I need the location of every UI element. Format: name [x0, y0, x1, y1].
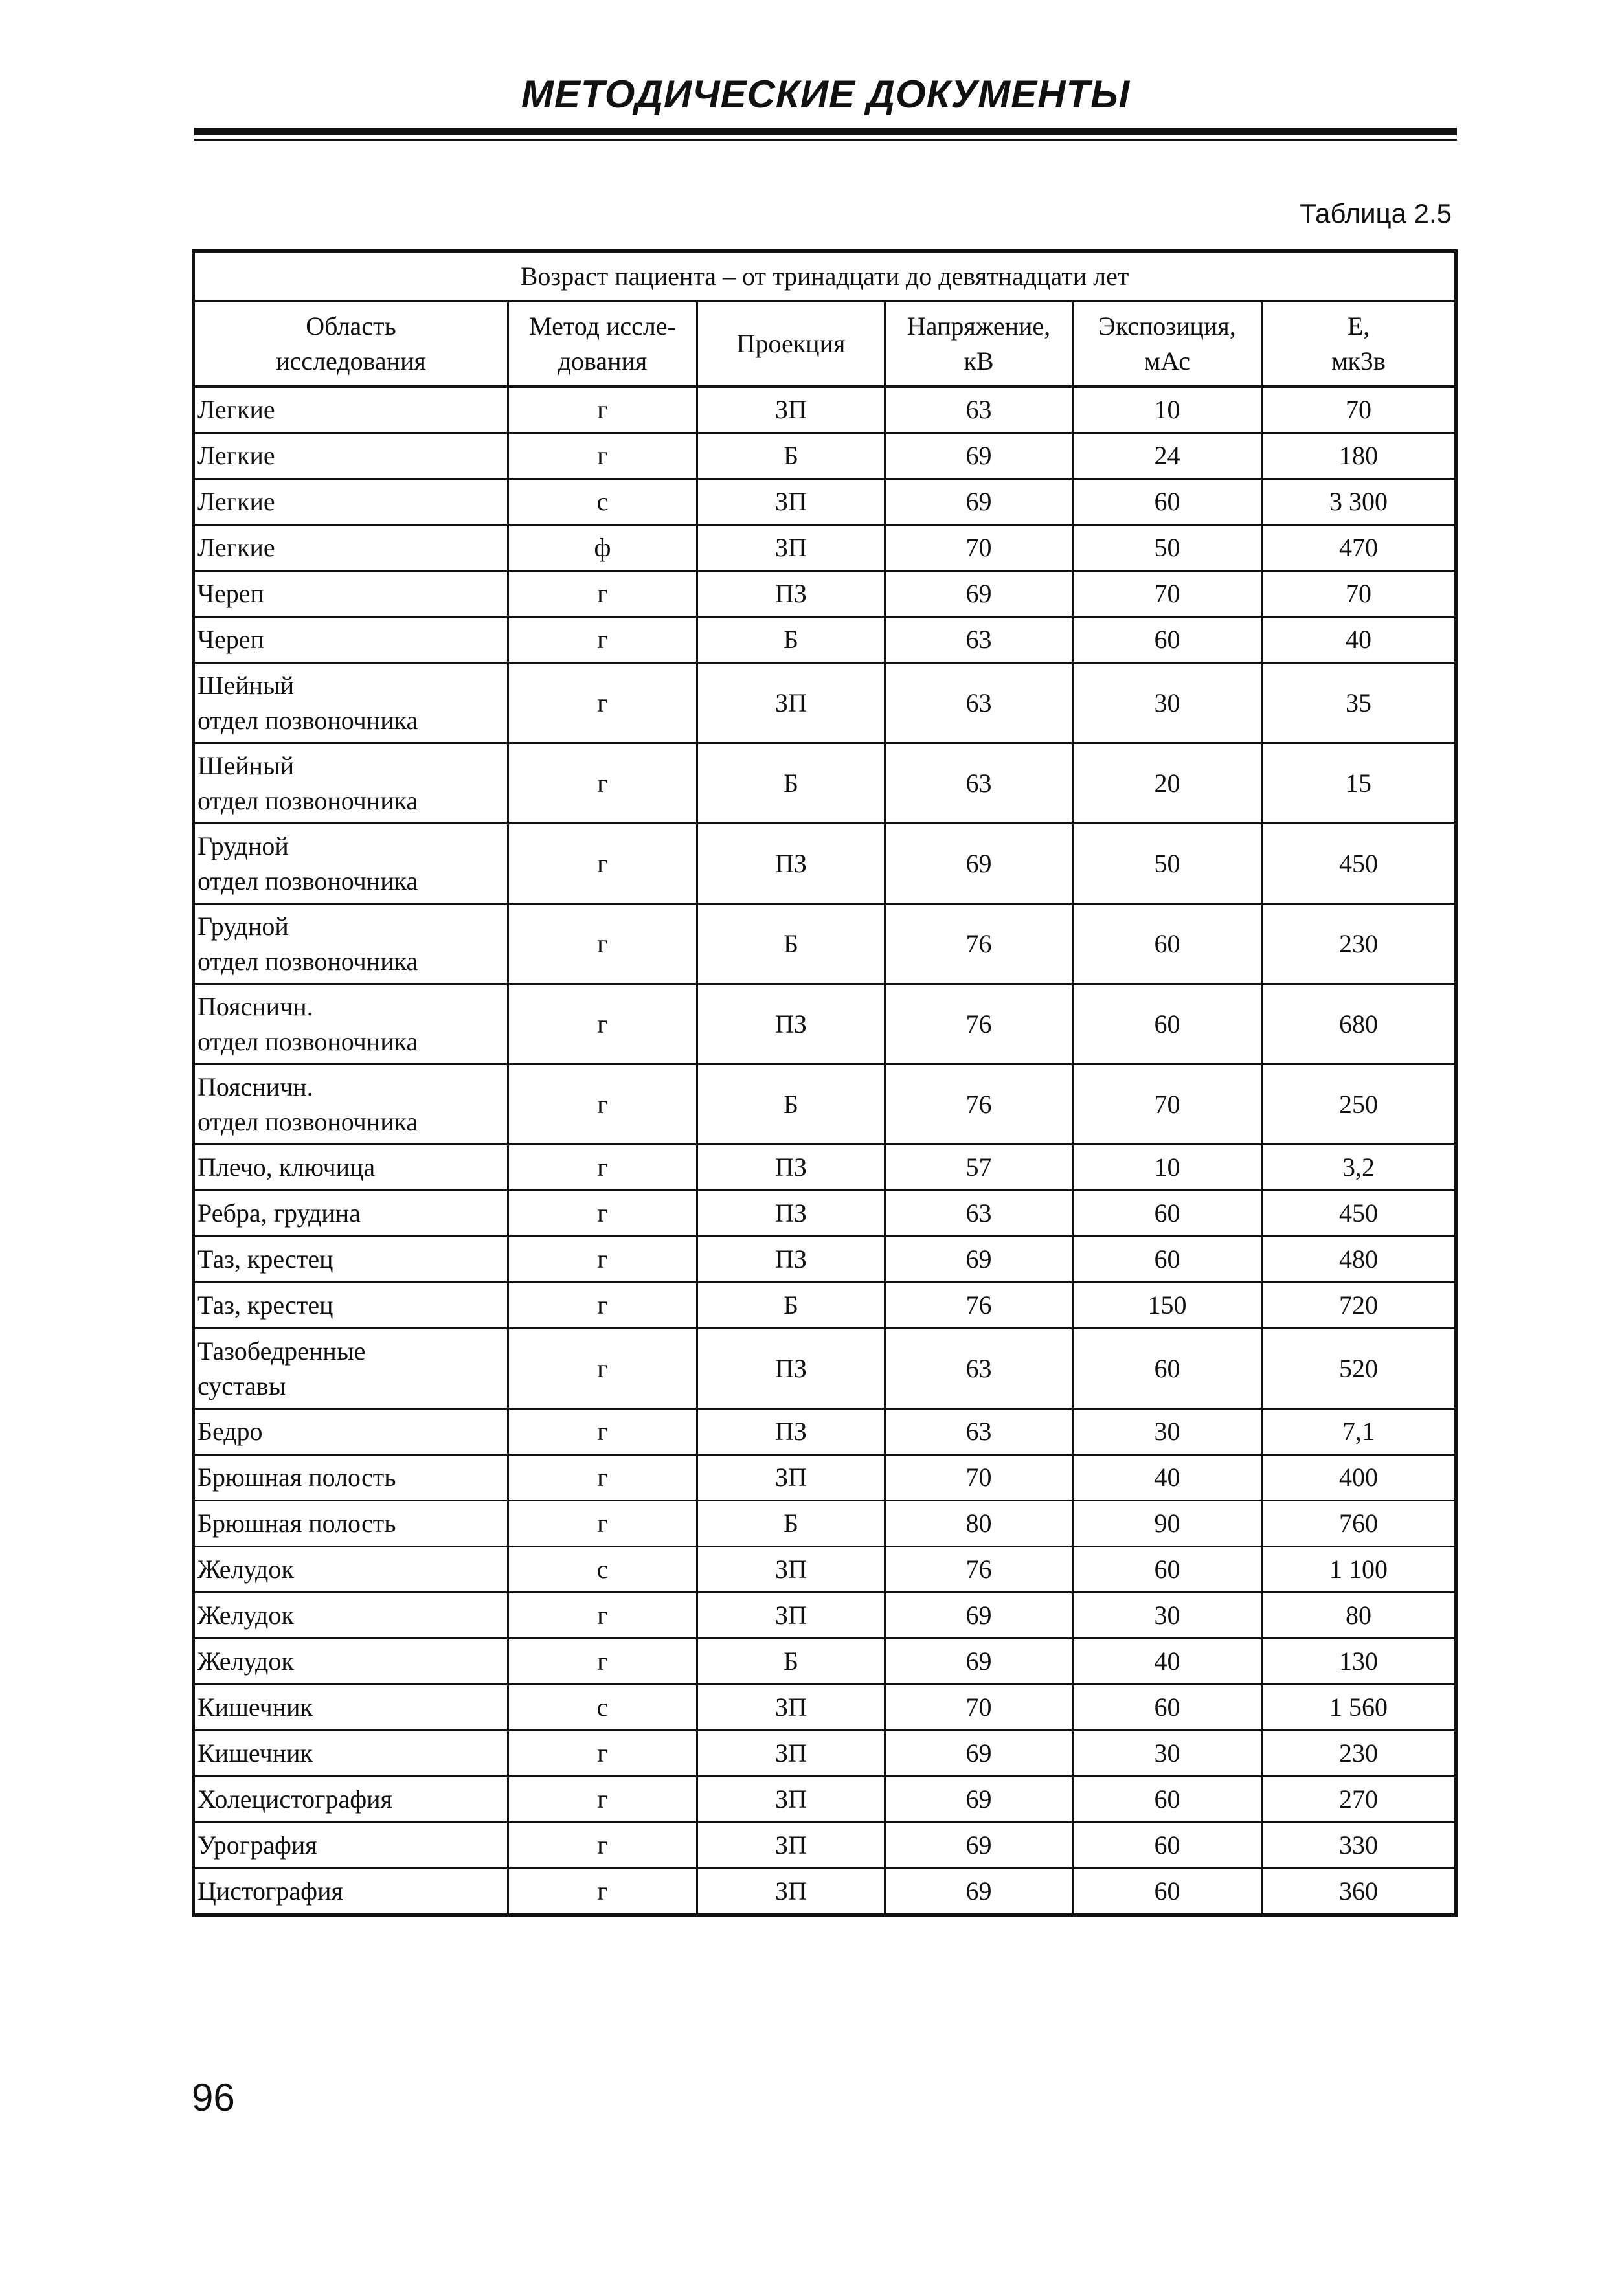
voltage-cell: 70	[885, 525, 1073, 571]
column-header-exposure	[1073, 301, 1262, 387]
table-row	[194, 1064, 1456, 1145]
projection-cell: Б	[697, 743, 885, 824]
method-cell: г	[508, 433, 697, 479]
voltage-cell: 63	[885, 1409, 1073, 1455]
region-line: Брюшная полость	[197, 1463, 396, 1492]
table-row	[194, 1501, 1456, 1547]
table-row	[194, 904, 1456, 984]
table-row	[194, 571, 1456, 617]
exposure-cell: 10	[1073, 387, 1262, 433]
region-cell	[194, 1191, 508, 1237]
region-line: Шейный	[197, 750, 295, 780]
region-line: отдел позвоночника	[197, 1107, 418, 1136]
dose-cell: 450	[1262, 824, 1456, 904]
region-line: Легкие	[197, 533, 275, 562]
voltage-cell: 63	[885, 617, 1073, 663]
dose-cell: 7,1	[1262, 1409, 1456, 1455]
exposure-cell: 60	[1073, 479, 1262, 525]
table-row	[194, 1145, 1456, 1191]
dose-cell: 15	[1262, 743, 1456, 824]
region-cell	[194, 1639, 508, 1685]
region-cell	[194, 1455, 508, 1501]
voltage-cell: 76	[885, 904, 1073, 984]
projection-cell: ЗП	[697, 1455, 885, 1501]
method-cell: г	[508, 1823, 697, 1869]
region-line: отдел позвоночника	[197, 866, 418, 895]
exposure-cell: 24	[1073, 433, 1262, 479]
column-header-line: Проекция	[736, 329, 846, 358]
region-cell	[194, 1237, 508, 1283]
voltage-cell: 69	[885, 1777, 1073, 1823]
projection-cell: ПЗ	[697, 824, 885, 904]
dose-cell: 80	[1262, 1593, 1456, 1639]
column-header-line: дования	[558, 346, 648, 376]
region-cell	[194, 571, 508, 617]
region-line: Кишечник	[197, 1693, 313, 1722]
voltage-cell: 69	[885, 1823, 1073, 1869]
table-row	[194, 433, 1456, 479]
voltage-cell: 76	[885, 1283, 1073, 1329]
dose-cell: 40	[1262, 617, 1456, 663]
method-cell: г	[508, 571, 697, 617]
dose-cell: 330	[1262, 1823, 1456, 1869]
table-row	[194, 1823, 1456, 1869]
table-row	[194, 525, 1456, 571]
method-cell: г	[508, 1501, 697, 1547]
region-line: Брюшная полость	[197, 1509, 396, 1538]
region-line: Кишечник	[197, 1738, 313, 1768]
voltage-cell: 63	[885, 387, 1073, 433]
table-row	[194, 387, 1456, 433]
table-row	[194, 663, 1456, 743]
dose-cell: 230	[1262, 1731, 1456, 1777]
projection-cell: ПЗ	[697, 1329, 885, 1409]
region-line: Легкие	[197, 487, 275, 516]
projection-cell: ПЗ	[697, 1237, 885, 1283]
table-row	[194, 743, 1456, 824]
region-line: Череп	[197, 579, 264, 608]
age-group-banner: Возраст пациента – от тринадцати до девятнадцати лет	[194, 251, 1456, 302]
exposure-cell: 60	[1073, 904, 1262, 984]
column-header-method	[508, 301, 697, 387]
region-cell	[194, 387, 508, 433]
region-line: Плечо, ключица	[197, 1153, 376, 1182]
region-line: Поясничн.	[197, 1072, 313, 1101]
voltage-cell: 69	[885, 1731, 1073, 1777]
projection-cell: ЗП	[697, 1547, 885, 1593]
exposure-cell: 60	[1073, 1191, 1262, 1237]
exposure-cell: 90	[1073, 1501, 1262, 1547]
voltage-cell: 76	[885, 1547, 1073, 1593]
dose-cell: 1 100	[1262, 1547, 1456, 1593]
region-cell	[194, 1329, 508, 1409]
projection-cell: ЗП	[697, 1685, 885, 1731]
projection-cell: ЗП	[697, 525, 885, 571]
voltage-cell: 63	[885, 1191, 1073, 1237]
region-line: Легкие	[197, 441, 275, 470]
region-line: отдел позвоночника	[197, 785, 418, 815]
column-header-voltage	[885, 301, 1073, 387]
projection-cell: Б	[697, 1501, 885, 1547]
projection-cell: ЗП	[697, 1869, 885, 1915]
dose-cell: 1 560	[1262, 1685, 1456, 1731]
table-row	[194, 617, 1456, 663]
region-line: отдел позвоночника	[197, 1026, 418, 1056]
method-cell: г	[508, 1731, 697, 1777]
exposure-cell: 50	[1073, 824, 1262, 904]
table-row	[194, 1237, 1456, 1283]
voltage-cell: 69	[885, 433, 1073, 479]
table-row	[194, 1547, 1456, 1593]
table-body	[194, 387, 1456, 1915]
header-rule-thick	[194, 128, 1457, 135]
region-line: Бедро	[197, 1417, 263, 1446]
region-cell	[194, 525, 508, 571]
exposure-cell: 30	[1073, 1409, 1262, 1455]
region-cell	[194, 1547, 508, 1593]
projection-cell: ЗП	[697, 1731, 885, 1777]
table-row	[194, 1191, 1456, 1237]
voltage-cell: 69	[885, 824, 1073, 904]
exposure-cell: 40	[1073, 1639, 1262, 1685]
voltage-cell: 69	[885, 1639, 1073, 1685]
dose-cell: 230	[1262, 904, 1456, 984]
region-cell	[194, 1777, 508, 1823]
exposure-cell: 40	[1073, 1455, 1262, 1501]
exposure-cell: 30	[1073, 1593, 1262, 1639]
exposure-cell: 60	[1073, 1777, 1262, 1823]
region-cell	[194, 1283, 508, 1329]
region-line: Желудок	[197, 1647, 294, 1676]
region-cell	[194, 904, 508, 984]
exposure-cell: 30	[1073, 1731, 1262, 1777]
region-line: отдел позвоночника	[197, 705, 418, 735]
exposure-cell: 60	[1073, 1869, 1262, 1915]
region-cell	[194, 1593, 508, 1639]
voltage-cell: 76	[885, 984, 1073, 1064]
method-cell: г	[508, 743, 697, 824]
column-header-region	[194, 301, 508, 387]
table-row	[194, 1409, 1456, 1455]
method-cell: с	[508, 1547, 697, 1593]
column-header-line: Область	[306, 311, 396, 341]
column-header-dose	[1262, 301, 1456, 387]
region-line: суставы	[197, 1371, 286, 1400]
projection-cell: Б	[697, 1064, 885, 1145]
exposure-cell: 60	[1073, 1329, 1262, 1409]
region-cell	[194, 479, 508, 525]
exposure-cell: 60	[1073, 1237, 1262, 1283]
voltage-cell: 76	[885, 1064, 1073, 1145]
table-row	[194, 1731, 1456, 1777]
region-cell	[194, 1501, 508, 1547]
exposure-cell: 60	[1073, 1823, 1262, 1869]
exposure-cell: 60	[1073, 1547, 1262, 1593]
column-header-line: кВ	[964, 346, 994, 376]
region-line: Желудок	[197, 1555, 294, 1584]
region-cell	[194, 1869, 508, 1915]
projection-cell: ПЗ	[697, 1409, 885, 1455]
method-cell: г	[508, 1064, 697, 1145]
method-cell: г	[508, 1237, 697, 1283]
method-cell: г	[508, 617, 697, 663]
method-cell: г	[508, 904, 697, 984]
region-line: Ребра, грудина	[197, 1198, 361, 1228]
method-cell: г	[508, 1777, 697, 1823]
region-line: Таз, крестец	[197, 1290, 333, 1320]
method-cell: г	[508, 1593, 697, 1639]
column-header-line: исследования	[276, 346, 426, 376]
table-row	[194, 1455, 1456, 1501]
method-cell: г	[508, 387, 697, 433]
projection-cell: Б	[697, 433, 885, 479]
table-row	[194, 1685, 1456, 1731]
projection-cell: ЗП	[697, 479, 885, 525]
projection-cell: Б	[697, 1639, 885, 1685]
voltage-cell: 63	[885, 743, 1073, 824]
dose-cell: 360	[1262, 1869, 1456, 1915]
exposure-cell: 50	[1073, 525, 1262, 571]
method-cell: г	[508, 1639, 697, 1685]
region-cell	[194, 663, 508, 743]
exposure-cell: 10	[1073, 1145, 1262, 1191]
region-cell	[194, 1685, 508, 1731]
dose-cell: 520	[1262, 1329, 1456, 1409]
region-cell	[194, 824, 508, 904]
projection-cell: ЗП	[697, 663, 885, 743]
dose-cell: 760	[1262, 1501, 1456, 1547]
exposure-cell: 60	[1073, 617, 1262, 663]
dose-cell: 470	[1262, 525, 1456, 571]
method-cell: г	[508, 1409, 697, 1455]
table-row	[194, 1777, 1456, 1823]
column-header-line: Напряжение,	[907, 311, 1051, 341]
table-row	[194, 1639, 1456, 1685]
voltage-cell: 63	[885, 663, 1073, 743]
table-row	[194, 1869, 1456, 1915]
dose-table	[192, 249, 1458, 1917]
region-cell	[194, 1064, 508, 1145]
projection-cell: ПЗ	[697, 984, 885, 1064]
region-line: Грудной	[197, 831, 289, 860]
method-cell: с	[508, 479, 697, 525]
exposure-cell: 60	[1073, 1685, 1262, 1731]
dose-cell: 450	[1262, 1191, 1456, 1237]
running-title: МЕТОДИЧЕСКИЕ ДОКУМЕНТЫ	[521, 73, 1131, 116]
voltage-cell: 69	[885, 1869, 1073, 1915]
column-header-line: Метод иссле-	[529, 311, 676, 341]
voltage-cell: 69	[885, 1593, 1073, 1639]
dose-cell: 130	[1262, 1639, 1456, 1685]
method-cell: с	[508, 1685, 697, 1731]
exposure-cell: 20	[1073, 743, 1262, 824]
projection-cell: ПЗ	[697, 1191, 885, 1237]
column-header-line: Экспозиция,	[1098, 311, 1236, 341]
region-line: Грудной	[197, 911, 289, 941]
exposure-cell: 30	[1073, 663, 1262, 743]
method-cell: г	[508, 1145, 697, 1191]
region-cell	[194, 433, 508, 479]
dose-cell: 400	[1262, 1455, 1456, 1501]
region-line: Желудок	[197, 1601, 294, 1630]
table-caption: Таблица 2.5	[1300, 198, 1452, 229]
dose-cell: 3 300	[1262, 479, 1456, 525]
dose-cell: 70	[1262, 387, 1456, 433]
table-row	[194, 479, 1456, 525]
region-line: Тазобедренные	[197, 1336, 366, 1366]
projection-cell: Б	[697, 617, 885, 663]
projection-cell: ПЗ	[697, 571, 885, 617]
table-header-row	[194, 301, 1456, 387]
region-line: Череп	[197, 625, 264, 654]
voltage-cell: 63	[885, 1329, 1073, 1409]
voltage-cell: 69	[885, 571, 1073, 617]
table-banner-row	[194, 251, 1456, 302]
projection-cell: ЗП	[697, 1823, 885, 1869]
dose-cell: 680	[1262, 984, 1456, 1064]
method-cell: г	[508, 1329, 697, 1409]
column-header-line: мкЗв	[1331, 346, 1386, 376]
column-header-projection	[697, 301, 885, 387]
method-cell: ф	[508, 525, 697, 571]
header-rule-thin	[194, 139, 1457, 141]
dose-cell: 3,2	[1262, 1145, 1456, 1191]
region-line: Поясничн.	[197, 991, 313, 1021]
region-cell	[194, 1409, 508, 1455]
region-cell	[194, 617, 508, 663]
projection-cell: Б	[697, 904, 885, 984]
voltage-cell: 69	[885, 479, 1073, 525]
region-line: Холецистография	[197, 1784, 392, 1814]
column-header-line: Е,	[1347, 311, 1370, 341]
table-row	[194, 984, 1456, 1064]
projection-cell: ЗП	[697, 387, 885, 433]
voltage-cell: 70	[885, 1685, 1073, 1731]
projection-cell: Б	[697, 1283, 885, 1329]
method-cell: г	[508, 663, 697, 743]
method-cell: г	[508, 1191, 697, 1237]
region-line: Легкие	[197, 395, 275, 424]
column-header-line: мАс	[1144, 346, 1190, 376]
method-cell: г	[508, 1283, 697, 1329]
dose-cell: 35	[1262, 663, 1456, 743]
region-cell	[194, 984, 508, 1064]
table-row	[194, 1329, 1456, 1409]
region-line: Шейный	[197, 670, 295, 700]
dose-cell: 70	[1262, 571, 1456, 617]
table-row	[194, 1283, 1456, 1329]
region-line: Цистография	[197, 1876, 343, 1906]
dose-cell: 720	[1262, 1283, 1456, 1329]
method-cell: г	[508, 1869, 697, 1915]
dose-cell: 480	[1262, 1237, 1456, 1283]
region-cell	[194, 1145, 508, 1191]
projection-cell: ЗП	[697, 1593, 885, 1639]
exposure-cell: 70	[1073, 571, 1262, 617]
voltage-cell: 69	[885, 1237, 1073, 1283]
method-cell: г	[508, 1455, 697, 1501]
page-number: 96	[192, 2076, 235, 2119]
exposure-cell: 70	[1073, 1064, 1262, 1145]
table-row	[194, 824, 1456, 904]
voltage-cell: 57	[885, 1145, 1073, 1191]
table-row	[194, 1593, 1456, 1639]
region-cell	[194, 1823, 508, 1869]
region-cell	[194, 743, 508, 824]
exposure-cell: 60	[1073, 984, 1262, 1064]
projection-cell: ЗП	[697, 1777, 885, 1823]
dose-cell: 270	[1262, 1777, 1456, 1823]
method-cell: г	[508, 984, 697, 1064]
method-cell: г	[508, 824, 697, 904]
dose-cell: 180	[1262, 433, 1456, 479]
dose-cell: 250	[1262, 1064, 1456, 1145]
region-line: отдел позвоночника	[197, 946, 418, 976]
voltage-cell: 80	[885, 1501, 1073, 1547]
voltage-cell: 70	[885, 1455, 1073, 1501]
region-line: Таз, крестец	[197, 1244, 333, 1274]
projection-cell: ПЗ	[697, 1145, 885, 1191]
region-cell	[194, 1731, 508, 1777]
region-line: Урография	[197, 1830, 317, 1860]
exposure-cell: 150	[1073, 1283, 1262, 1329]
